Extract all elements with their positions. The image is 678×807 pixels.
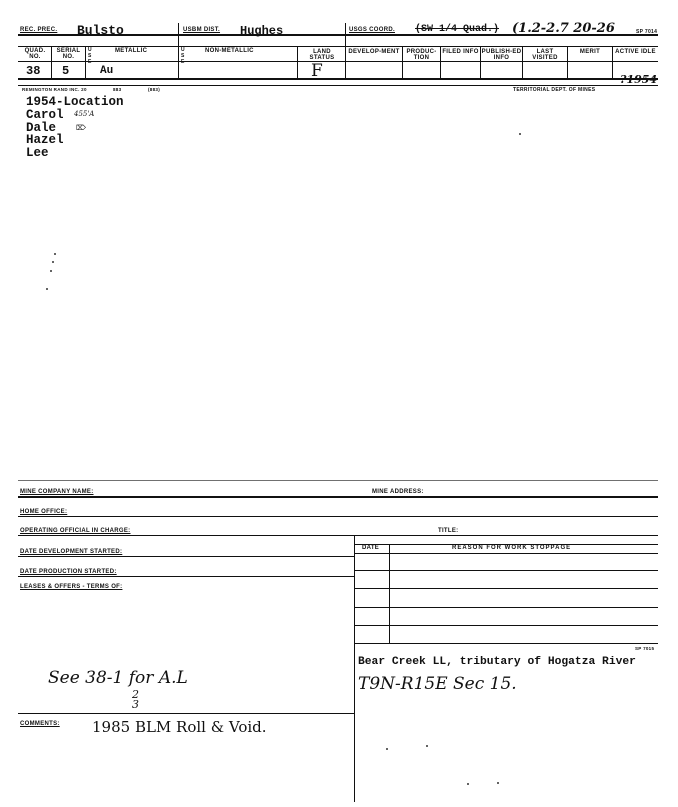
quad-no-value: 38: [26, 64, 41, 78]
form-code-top: SP 7014: [636, 29, 658, 35]
rec-prec-value: Bulsto: [77, 23, 124, 38]
land-status-value: F: [311, 61, 323, 81]
see-note: See 38-1 for A.L: [48, 668, 188, 688]
nonmetallic-label: NON-METALLIC: [205, 48, 254, 54]
date-development-label: DATE DEVELOPMENT STARTED:: [20, 549, 123, 555]
coord-struck-text: (SW 1/4 Quad.): [415, 24, 500, 35]
mine-company-label: MINE COMPANY NAME:: [20, 489, 94, 495]
col-development: DEVELOP-MENT: [348, 49, 400, 55]
carol-handwritten-note: 455'A: [74, 110, 95, 118]
printer-line: REMINGTON RAND INC. 20: [22, 87, 87, 92]
active-idle-value: ?1954: [620, 73, 658, 86]
tick-mark: ⌦: [76, 125, 86, 132]
col-merit: MERIT: [579, 49, 601, 55]
title-label: TITLE:: [438, 528, 459, 534]
form-code-bottom: SP 7015: [635, 646, 655, 651]
col-filed-info: FILED INFO: [442, 49, 479, 55]
usgs-coord-label: USGS COORD.: [349, 27, 395, 33]
serial-no-label: SERIAL NO.: [56, 48, 81, 61]
metallic-value: Au: [100, 65, 114, 77]
home-office-label: HOME OFFICE:: [20, 509, 68, 515]
col-published-info: PUBLISH-ED INFO: [481, 49, 522, 62]
date-production-label: DATE PRODUCTION STARTED:: [20, 569, 117, 575]
claims-location: 1954-Location: [26, 95, 124, 109]
territorial-dept: TERRITORIAL DEPT. OF MINES: [513, 87, 596, 93]
township-text: T9N-R15E Sec 15.: [358, 674, 517, 694]
printer-code-paren: (883): [148, 87, 161, 92]
printer-code: 883: [113, 87, 122, 92]
reason-col-label: REASON FOR WORK STOPPAGE: [452, 545, 572, 551]
claim-carol: Carol: [26, 107, 64, 122]
claims-list: [26, 96, 124, 160]
mine-address-label: MINE ADDRESS:: [372, 489, 424, 495]
comments-label: COMMENTS:: [20, 721, 60, 727]
operating-official-label: OPERATING OFFICIAL IN CHARGE:: [20, 528, 131, 534]
quad-no-label: QUAD. NO.: [24, 48, 46, 61]
col-production: PRODUC-TION: [406, 49, 437, 62]
serial-no-value: 5: [62, 64, 70, 78]
see-fraction-den: 3: [132, 698, 139, 711]
coord-value: (1.2-2.7 20-26: [512, 21, 615, 36]
claim-lee: Lee: [26, 146, 49, 161]
use-label-metallic: U S E: [88, 47, 92, 65]
col-last-visited: LAST VISITED: [532, 49, 558, 62]
claim-hazel: Hazel: [26, 133, 64, 148]
comments-value: 1985 BLM Roll & Void.: [92, 718, 267, 736]
use-label-nonmetallic: U S E: [181, 47, 185, 65]
see-fraction-num: 2: [132, 688, 139, 701]
date-col-label: DATE: [362, 545, 380, 551]
land-status-label: LAND STATUS: [309, 49, 335, 62]
metallic-label: METALLIC: [115, 48, 148, 54]
col-active-idle: ACTIVE IDLE: [615, 49, 656, 55]
claim-dale: Dale: [26, 120, 57, 135]
usbm-dist-value: Hughes: [240, 24, 284, 38]
location-text: Bear Creek LL, tributary of Hogatza River: [358, 656, 636, 668]
usbm-dist-label: USBM DIST.: [183, 27, 221, 33]
leases-label: LEASES & OFFERS - TERMS OF:: [20, 584, 123, 590]
rec-prec-label: REC. PREC.: [20, 27, 58, 33]
